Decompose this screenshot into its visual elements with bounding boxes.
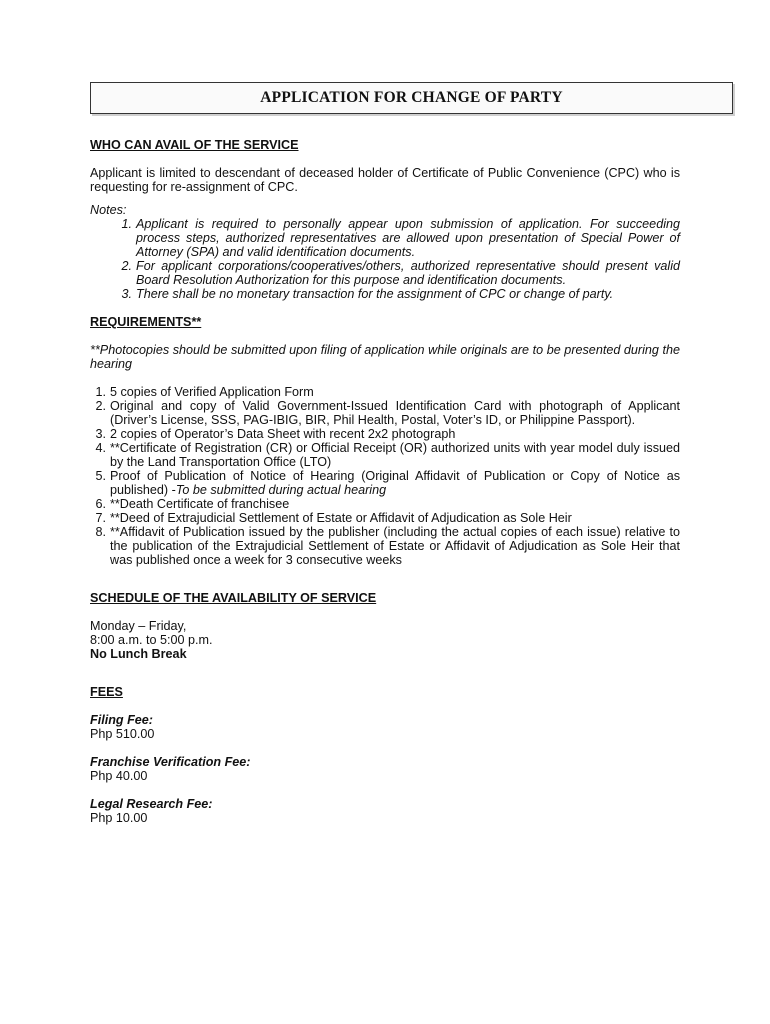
document-body (90, 138, 680, 825)
note-item: 3. There shall be no monetary transaction for the assignment of CPC or change of party. (121, 287, 614, 301)
filing-fee-amount: Php 510.00 (90, 727, 155, 741)
filing-fee-label: Filing Fee: (90, 713, 153, 727)
requirement-item: 6. **Death Certificate of franchisee (95, 497, 290, 511)
requirement-item: 7. **Deed of Extrajudicial Settlement of Estate or Affidavit of Adjudication as Sole Heir (95, 511, 572, 525)
verification-fee-label: Franchise Verification Fee: (90, 755, 251, 769)
requirements-list (90, 385, 680, 567)
requirement-item: 5. Proof of Publication of Notice of Hearing (Original Affidavit of Publication or Copy of Notice as published) -To be submitted during actual hearing (95, 469, 680, 497)
research-fee-amount: Php 10.00 (90, 811, 148, 825)
who-text: Applicant is limited to descendant of deceased holder of Certificate of Public Convenience (CPC) who is requesting for re-assignment of CPC. (90, 166, 680, 194)
note-item: 1. Applicant is required to personally appear upon submission of application. For succeeding process steps, authorized representatives are allowed upon presentation of Special Power of Attorney (SPA) and valid identification documents. (121, 217, 680, 259)
requirement-item: 8. **Affidavit of Publication issued by the publisher (including the actual copies of each issue) relative to the publication of the Extrajudicial Settlement of Estate or Affidavit of Adjudication as Sole Heir that was published once a week for 3 consecutive weeks (95, 525, 680, 567)
schedule-days: Monday – Friday, (90, 619, 187, 633)
requirement-item: 1. 5 copies of Verified Application Form (95, 385, 314, 399)
note-item: 2. For applicant corporations/cooperatives/others, authorized representative should present valid Board Resolution Authorization for this purpose and identification documents. (121, 259, 680, 287)
page-title: APPLICATION FOR CHANGE OF PARTY (260, 89, 563, 106)
notes-list (90, 217, 680, 301)
schedule-hours: 8:00 a.m. to 5:00 p.m. (90, 633, 213, 647)
who-heading: WHO CAN AVAIL OF THE SERVICE (90, 138, 299, 152)
research-fee-label: Legal Research Fee: (90, 797, 213, 811)
schedule-heading: SCHEDULE OF THE AVAILABILITY OF SERVICE (90, 591, 377, 605)
title-box (90, 82, 733, 114)
fees-heading: FEES (90, 685, 123, 699)
schedule-lunch: No Lunch Break (90, 647, 187, 661)
requirement-item: 4. **Certificate of Registration (CR) or Official Receipt (OR) authorized units with year model duly issued by the Land Transportation Office (LTO) (95, 441, 680, 469)
requirements-note: **Photocopies should be submitted upon filing of application while originals are to be presented during the hearing (90, 343, 680, 371)
notes-label: Notes: (90, 203, 127, 217)
requirement-item: 2. Original and copy of Valid Government-Issued Identification Card with photograph of Applicant (Driver’s License, SSS, PAG-IBIG, BIR, Phil Health, Postal, Voter’s ID, or Philippine Passport). (95, 399, 680, 427)
requirement-item: 3. 2 copies of Operator’s Data Sheet with recent 2x2 photograph (95, 427, 456, 441)
verification-fee-amount: Php 40.00 (90, 769, 148, 783)
requirements-heading: REQUIREMENTS** (90, 315, 202, 329)
